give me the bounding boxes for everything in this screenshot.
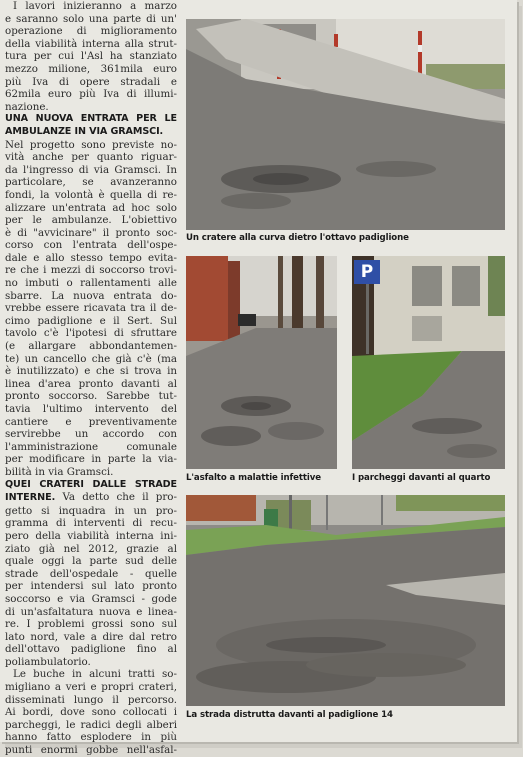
paragraph-line: bilità in via Gramsci. (5, 465, 114, 478)
subheading-line: INTERNE. Va detto che il pro- (5, 491, 177, 504)
paragraph-line: vità anche per quanto riguar- (5, 151, 177, 164)
photo-asphalt-image (186, 256, 337, 469)
paragraph-line: tura per cui l'Asl ha stanziato (5, 50, 177, 63)
paragraph-line: servirebbe un accordo con (5, 428, 177, 441)
paragraph-line: Le buche in alcuni tratti so- (13, 668, 177, 681)
paragraph-line: cimo padiglione e il Sert. Sul (5, 314, 177, 327)
paragraph-line: pero della viabilità interna ini- (5, 529, 177, 542)
caption-asphalt: L'asfalto a malattie infettive (186, 473, 322, 483)
subheading-line: AMBULANZE IN VIA GRAMSCI. (5, 125, 164, 137)
paragraph-line: strade dell'ospedale - quelle (5, 567, 177, 580)
photo-pavilion-image (186, 495, 505, 706)
photo-crater-curve (186, 19, 505, 230)
paragraph-line: dell'ottavo padiglione fino al (5, 643, 177, 656)
subheading-line: UNA NUOVA ENTRATA PER LE (5, 113, 177, 125)
caption-crater-curve: Un cratere alla curva dietro l'ottavo padiglione (186, 233, 409, 243)
caption-pavilion-14: La strada distrutta davanti al padiglione 14 (186, 710, 393, 720)
paragraph-line: te) un cancello che già c'è (ma (5, 352, 177, 365)
paragraph-line: mezzo milione, 361mila euro (5, 62, 177, 75)
paragraph-line: per modificare in parte la via- (5, 453, 177, 466)
paragraph-ambulance-entrance (5, 139, 177, 479)
paragraph-line: della viabilità interna alla strut- (5, 37, 177, 50)
paragraph-line: l'amministrazione comunale (5, 440, 177, 453)
paragraph-line: sbarre. La nuova entrata do- (5, 289, 177, 302)
paragraph-line: I lavori inizieranno a marzo (13, 0, 177, 12)
paragraph-line: pronto soccorso. Sarebbe tut- (5, 390, 177, 403)
paragraph-line: corso con l'entrata dell'ospe- (5, 239, 177, 252)
paragraph-line: Va detto che il pro- (62, 491, 177, 504)
paragraph-potholes (5, 668, 177, 756)
paragraph-line: re. I problemi grossi sono sul (5, 618, 177, 631)
article-column (5, 0, 177, 757)
photo-parking-fourth (352, 256, 505, 469)
paragraph-line: dale e allo stesso tempo evita- (5, 251, 177, 264)
paragraph-line: (e allargare abbondantemen- (5, 340, 177, 353)
photo-parking-image (352, 256, 505, 469)
paragraph-line: ziato già nel 2012, grazie al (5, 542, 177, 555)
paragraph-line: re che i mezzi di soccorso trovi- (5, 264, 177, 277)
paragraph-line: migliano a veri e propri crateri, (5, 681, 177, 694)
paragraph-line: alizzare un'entrata ad hoc solo (5, 201, 177, 214)
paragraph-line: tavolo c'è l'ipotesi di sfruttare (5, 327, 177, 340)
parking-sign-letter: P (360, 262, 374, 282)
subheading-craters (5, 479, 177, 505)
paragraph-line: fondi, la volontà è quella di re- (5, 188, 177, 201)
paragraph-line: è inutilizzato) e che si trova in (5, 365, 177, 378)
paragraph-line: hanno fatto esplodere in più (5, 731, 177, 744)
paragraph-line: più Iva di opere stradali e (5, 75, 177, 88)
paragraph-line: nazione. (5, 100, 49, 113)
photo-crater-curve-image (186, 19, 505, 230)
paragraph-line: per le ambulanze. L'obiettivo (5, 214, 177, 227)
paragraph-line: linea d'area pronto davanti al (5, 377, 177, 390)
photo-infectious-diseases-asphalt (186, 256, 337, 469)
paragraph-intro (5, 0, 177, 113)
caption-parking: I parcheggi davanti al quarto (352, 473, 491, 483)
subheading-ambulance-entrance (5, 113, 177, 138)
paragraph-line: soccorso e via Gramsci - gode (5, 592, 177, 605)
paragraph-line: 62mila euro più Iva di illumi- (5, 88, 177, 101)
paragraph-line: cantiere e preventivamente (5, 415, 177, 428)
paragraph-line: particolare, se avanzeranno (5, 176, 177, 189)
paragraph-line: Nel progetto sono previste no- (5, 138, 177, 151)
paragraph-line: disseminati lungo il percorso. (5, 693, 177, 706)
subheading-line: QUEI CRATERI DALLE STRADE (5, 478, 177, 490)
paragraph-line: poliambulatorio. (5, 655, 91, 668)
paragraph-roads-program (5, 505, 177, 669)
paragraph-line: operazione di miglioramento (5, 25, 177, 38)
paragraph-line: di un'asfaltatura nuova e linea- (5, 605, 177, 618)
paragraph-line: no imbuti o rallentamenti alle (5, 277, 177, 290)
paragraph-line: punti enormi gobbe nell'asfal- (5, 744, 177, 757)
paragraph-line: lato nord, vale a dire dal retro (5, 630, 177, 643)
paragraph-line: getto si inquadra in un pro- (5, 504, 177, 517)
paragraph-line: parcheggi, le radici degli alberi (5, 718, 177, 731)
paragraph-line: per intendersi sul lato pronto (5, 580, 177, 593)
paragraph-line: gramma di interventi di recu- (5, 517, 177, 530)
paragraph-line: da l'ingresso di via Gramsci. In (5, 163, 177, 176)
paragraph-line: Ai bordi, dove sono collocati i (5, 706, 177, 719)
paragraph-line: quale oggi la parte sud delle (5, 555, 177, 568)
photo-pavilion-14 (186, 495, 505, 706)
paragraph-line: è di "avvicinare" il pronto soc- (5, 226, 177, 239)
paragraph-line: e saranno solo una parte di un' (5, 12, 177, 25)
paragraph-line: tavia l'ultimo intervento del (5, 403, 177, 415)
paragraph-line: vrebbe essere ricavata tra il de- (5, 302, 177, 315)
